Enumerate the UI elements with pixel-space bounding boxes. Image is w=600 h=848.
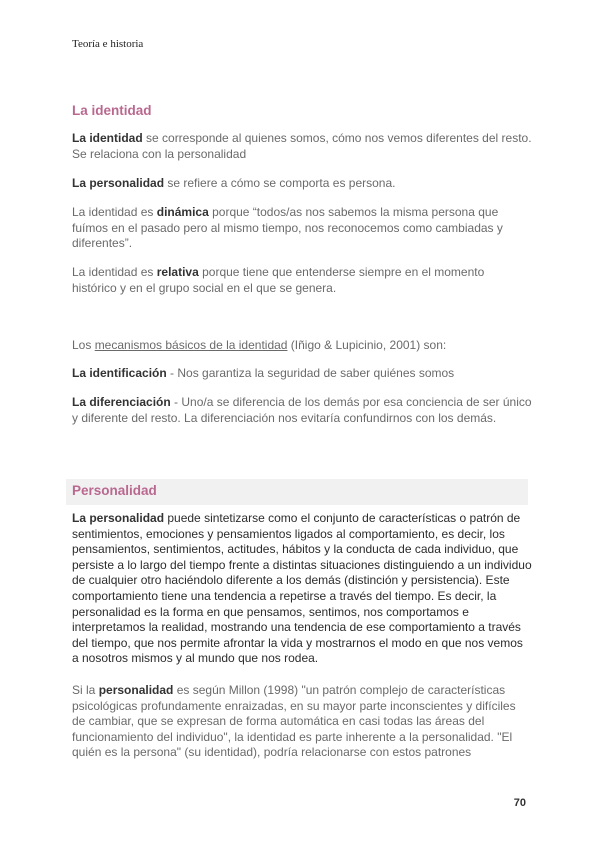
paragraph-text: - Nos garantiza la seguridad de saber quiénes somos bbox=[166, 366, 455, 380]
paragraph-text: se corresponde al quienes somos, cómo nos vemos diferentes del resto. Se relaciona con la personalidad bbox=[72, 131, 532, 161]
paragraph-text: es según Millon (1998) "un patrón complejo de características psicológicas profundamente enraizadas, en su mayor parte inconscientes y difíciles de cambiar, que se expresan de forma automática en casi todas las áreas del funcionamiento del individuo", la identidad es parte inherente a la personalidad. "El quién es la persona" (su identidad), podría relacionarse con estos patrones bbox=[72, 683, 516, 759]
running-header: Teoría e historia bbox=[72, 38, 144, 50]
paragraph-diferenciacion bbox=[72, 395, 532, 426]
mecanismos-link[interactable]: mecanismos básicos de la identidad bbox=[94, 338, 288, 352]
term-identidad: La identidad bbox=[72, 131, 143, 145]
paragraph-text: Los bbox=[72, 338, 95, 352]
paragraph-text: - Uno/a se diferencia de los demás por esa conciencia de ser único y diferente del resto. La diferenciación nos evitaría confundirnos con los demás. bbox=[72, 395, 532, 425]
paragraph-text: La identidad es bbox=[72, 265, 157, 279]
section-title-personalidad: Personalidad bbox=[72, 483, 157, 498]
paragraph-identificacion bbox=[72, 366, 532, 382]
paragraph-text: Si la bbox=[72, 683, 99, 697]
page-number: 70 bbox=[513, 797, 526, 809]
paragraph-text: puede sintetizarse como el conjunto de características o patrón de sentimientos, emociones y pensamientos ligados al comportamiento, es decir, los pensamientos, sentimientos, actitudes, hábitos y la conducta de cada individuo, que persiste a lo largo del tiempo frente a distintas situaciones distinguiendo a un individuo de cualquier otro haciéndolo diferente a los demás (distinción y persistencia). Este comportamiento tiene una tendencia a repetirse a través del tiempo. Es decir, la personalidad es la forma en que pensamos, sentimos, nos comportamos e interpretamos la realidad, mostrando una tendencia de ese comportamiento a través del tiempo, que nos permite afrontar la vida y mostrarnos el modo en que nos vemos a nosotros mismos y al mundo que nos rodea. bbox=[72, 511, 532, 666]
paragraph-millon bbox=[72, 683, 532, 761]
paragraph-personalidad-sintesis bbox=[72, 511, 532, 667]
term-diferenciacion: La diferenciación bbox=[72, 395, 171, 409]
paragraph-mecanismos bbox=[72, 338, 532, 354]
paragraph-dinamica bbox=[72, 205, 532, 252]
term-personalidad: La personalidad bbox=[72, 176, 165, 190]
term-relativa: relativa bbox=[156, 265, 199, 279]
paragraph-text: La identidad es bbox=[72, 205, 157, 219]
term-identificacion: La identificación bbox=[72, 366, 167, 380]
term-personalidad: personalidad bbox=[98, 683, 174, 697]
paragraph-identidad-def bbox=[72, 131, 532, 162]
paragraph-text: se refiere a cómo se comporta es persona. bbox=[164, 176, 396, 190]
paragraph-text: porque “todos/as nos sabemos la misma persona que fuímos en el pasado pero al mismo tiempo, nos reconocemos como cambiadas y diferentes”. bbox=[72, 205, 503, 250]
term-dinamica: dinámica bbox=[156, 205, 209, 219]
paragraph-text: (Iñigo & Lupicinio, 2001) son: bbox=[287, 338, 447, 352]
term-personalidad: La personalidad bbox=[72, 511, 165, 525]
section-title-identidad: La identidad bbox=[72, 103, 152, 118]
paragraph-relativa bbox=[72, 265, 532, 296]
paragraph-text: porque tiene que entenderse siempre en el momento histórico y en el grupo social en el que se genera. bbox=[72, 265, 485, 295]
paragraph-personalidad-def bbox=[72, 176, 532, 192]
